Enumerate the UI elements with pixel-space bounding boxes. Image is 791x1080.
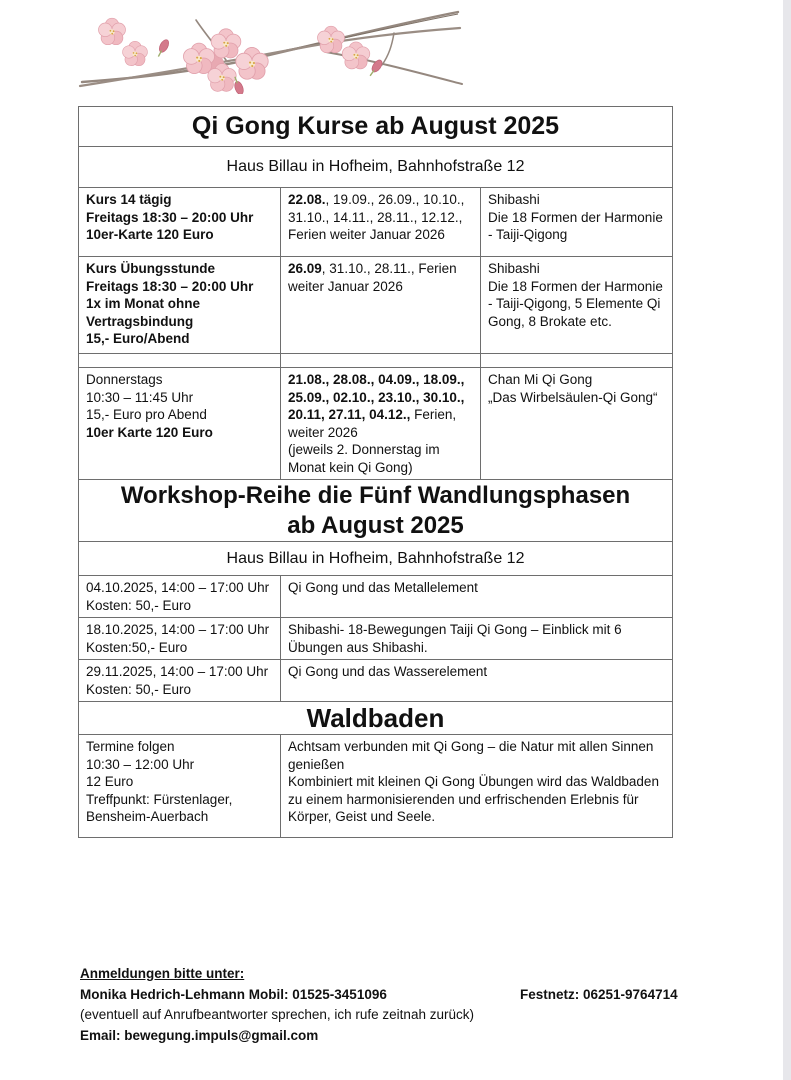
- waldbaden-desc-2: Kombiniert mit kleinen Qi Gong Übungen wird das Waldbaden zu einem harmonisierenden und erfrischenden Erlebnis für Körper, Geist und Seele.: [288, 774, 659, 824]
- course-price: 10er-Karte 120 Euro: [86, 227, 214, 242]
- workshop-venue-row: [79, 541, 672, 575]
- photo-edge-strip: [783, 0, 791, 1080]
- course-card-price: 10er Karte 120 Euro: [86, 424, 213, 440]
- dates-note: (jeweils 2. Donnerstag im Monat kein Qi Gong): [288, 442, 440, 475]
- course-style-detail: Die 18 Formen der Harmonie - Taiji-Qigong: [488, 209, 663, 242]
- waldbaden-title: Waldbaden: [306, 703, 445, 733]
- course-time: Freitags 18:30 – 20:00 Uhr: [86, 209, 254, 225]
- dates-rest: , 31.10., 28.11., Ferien weiter Januar 2026: [288, 261, 457, 294]
- workshop-date: 18.10.2025, 14:00 – 17:00 Uhr: [86, 622, 270, 637]
- course-desc-cell: [481, 188, 672, 256]
- waldbaden-title-row: [79, 701, 672, 734]
- contact-heading: Anmeldungen bitte unter:: [80, 966, 245, 981]
- workshop-desc: Shibashi- 18-Bewegungen Taiji Qi Gong – Einblick mit 6 Übungen aus Shibashi.: [288, 622, 622, 655]
- course-info-cell: [79, 188, 281, 256]
- workshop-cost: Kosten:50,- Euro: [86, 639, 188, 655]
- spacer-cell: [281, 354, 481, 367]
- course-style-detail: „Das Wirbelsäulen-Qi Gong“: [488, 389, 658, 405]
- contact-note: (eventuell auf Anrufbeantworter sprechen, ich rufe zeitnah zurück): [80, 1007, 474, 1022]
- course-frequency: 1x im Monat ohne Vertragsbindung: [86, 296, 201, 329]
- table-row-workshop-1: [79, 575, 672, 617]
- course-flyer-table: [78, 106, 673, 838]
- table-row-workshop-2: [79, 617, 672, 659]
- workshop-cost: Kosten: 50,- Euro: [86, 597, 192, 613]
- workshop-title-line2: ab August 2025: [287, 511, 464, 539]
- table-row-uebungsstunde: [79, 256, 672, 353]
- workshop-title-row: [79, 479, 672, 541]
- venue-line: Haus Billau in Hofheim, Bahnhofstraße 12: [226, 158, 525, 175]
- course-time: Freitags 18:30 – 20:00 Uhr: [86, 278, 254, 294]
- workshop-date: 04.10.2025, 14:00 – 17:00 Uhr: [86, 580, 270, 595]
- dates-highlight: 22.08.: [288, 192, 326, 207]
- workshop-desc-cell: [281, 576, 672, 617]
- cherry-blossom-image: [76, 2, 464, 94]
- dates-highlight: 26.09: [288, 261, 322, 276]
- course-price: 15,- Euro/Abend: [86, 331, 190, 346]
- page-title: Qi Gong Kurse ab August 2025: [191, 112, 560, 140]
- course-name: Donnerstags: [86, 372, 163, 387]
- course-style-detail: Die 18 Formen der Harmonie - Taiji-Qigong, 5 Elemente Qi Gong, 8 Brokate etc.: [488, 278, 663, 329]
- contact-block: [80, 966, 720, 1048]
- table-row-waldbaden: [79, 734, 672, 837]
- waldbaden-desc-cell: [281, 735, 672, 837]
- waldbaden-time: 10:30 – 12:00 Uhr: [86, 756, 195, 772]
- table-row-kurs-14-taegig: [79, 187, 672, 256]
- spacer-cell: [481, 354, 672, 367]
- dates-rest: Ferien, weiter 2026: [288, 407, 457, 440]
- workshop-desc-cell: [281, 660, 672, 701]
- contact-name-mobile: Monika Hedrich-Lehmann Mobil: 01525-3451096: [80, 986, 387, 1002]
- table-row-spacer: [79, 353, 672, 367]
- workshop-desc: Qi Gong und das Metallelement: [288, 580, 478, 595]
- workshop-cost: Kosten: 50,- Euro: [86, 681, 192, 697]
- kurse-title-row: [79, 107, 672, 146]
- contact-email: Email: bewegung.impuls@gmail.com: [80, 1027, 319, 1043]
- course-dates-cell: [281, 257, 481, 353]
- course-dates-cell: [281, 368, 481, 479]
- kurse-venue-row: [79, 146, 672, 187]
- workshop-time-cell: [79, 660, 281, 701]
- contact-festnetz: Festnetz: 06251-9764714: [520, 986, 678, 1002]
- table-row-donnerstags: [79, 367, 672, 479]
- waldbaden-meeting-point: Treffpunkt: Fürstenlager, Bensheim-Auerbach: [86, 791, 233, 824]
- course-style: Shibashi: [488, 261, 540, 276]
- venue-line: Haus Billau in Hofheim, Bahnhofstraße 12: [226, 549, 525, 567]
- course-dates-cell: [281, 188, 481, 256]
- dates-highlight: 21.08., 28.08., 04.09., 18.09., 25.09., 02.10., 23.10., 30.10., 20.11, 27.11, 04.12.,: [288, 372, 465, 422]
- table-row-workshop-3: [79, 659, 672, 701]
- workshop-time-cell: [79, 576, 281, 617]
- spacer-cell: [79, 354, 281, 367]
- course-name: Kurs 14 tägig: [86, 192, 172, 207]
- course-desc-cell: [481, 368, 672, 479]
- course-time: 10:30 – 11:45 Uhr: [86, 389, 194, 405]
- workshop-date: 29.11.2025, 14:00 – 17:00 Uhr: [86, 664, 269, 679]
- dates-rest: , 19.09., 26.09., 10.10., 31.10., 14.11., 28.11., 12.12., Ferien weiter Januar 2026: [288, 192, 465, 242]
- workshop-time-cell: [79, 618, 281, 659]
- course-info-cell: [79, 368, 281, 479]
- course-info-cell: [79, 257, 281, 353]
- waldbaden-info-cell: [79, 735, 281, 837]
- course-style: Shibashi: [488, 192, 540, 207]
- course-price: 15,- Euro pro Abend: [86, 407, 207, 422]
- workshop-title-line1: Workshop-Reihe die Fünf Wandlungsphasen: [120, 481, 631, 509]
- waldbaden-price: 12 Euro: [86, 774, 134, 789]
- waldbaden-dates: Termine folgen: [86, 739, 175, 754]
- waldbaden-desc-1: Achtsam verbunden mit Qi Gong – die Natur mit allen Sinnen genießen: [288, 739, 654, 772]
- course-style: Chan Mi Qi Gong: [488, 372, 593, 387]
- course-name: Kurs Übungsstunde: [86, 261, 216, 276]
- workshop-desc: Qi Gong und das Wasserelement: [288, 664, 488, 679]
- workshop-desc-cell: [281, 618, 672, 659]
- course-desc-cell: [481, 257, 672, 353]
